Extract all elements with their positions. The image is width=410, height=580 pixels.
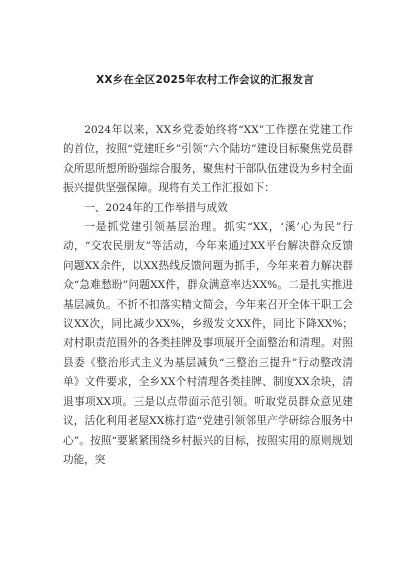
document-body <box>63 121 353 470</box>
section-heading: 一、2024年的工作举措与成效 <box>84 201 228 214</box>
document-title: XX乡在全区2025年农村工作会议的汇报发言 <box>96 74 314 86</box>
paragraph-intro: 2024年以来，XX乡党委始终将“XX”工作摆在党建工作的首位，按照“党建旺乡”引领“六个陆坊”建设目标聚焦党员群众所思所想所盼强综合服务，聚焦村干部队伍建设为乡村全面振兴提供坚强保障。现将有关工作汇报如下： <box>63 124 353 195</box>
paragraph-measures: 一是抓党建引领基层治理。抓实“XX，‘溪’心为民”行动，“交农民朋友”等活动，今年来通过XX平台解决群众反馈问题XX余件，以XX热线反馈问题为抓手，今年来着力解决群众“急难愁盼”问题XX件，群众满意率达XX%。二是扎实推进基层减负。不折不扣落实精文简会，今年来召开全体干职工会议XX次，同比减少XX%，乡级发文XX件，同比下降XX%；对村职责范围外的各类挂牌及事项展开全面整治和清理。对照县委《整治形式主义为基层减负“三整治三提升”行动整改清单》文件要求，全乡XX个村清理各类挂牌、制度XX余块，清退事项XX项。三是以点带面示范引领。听取党员群众意见建议，活化利用老屋XX栋打造“党建引领邻里产学研综合服务中心”。按照“要紧紧围绕乡村振兴的目标，按照实用的原则规划功能，突 <box>63 221 353 466</box>
